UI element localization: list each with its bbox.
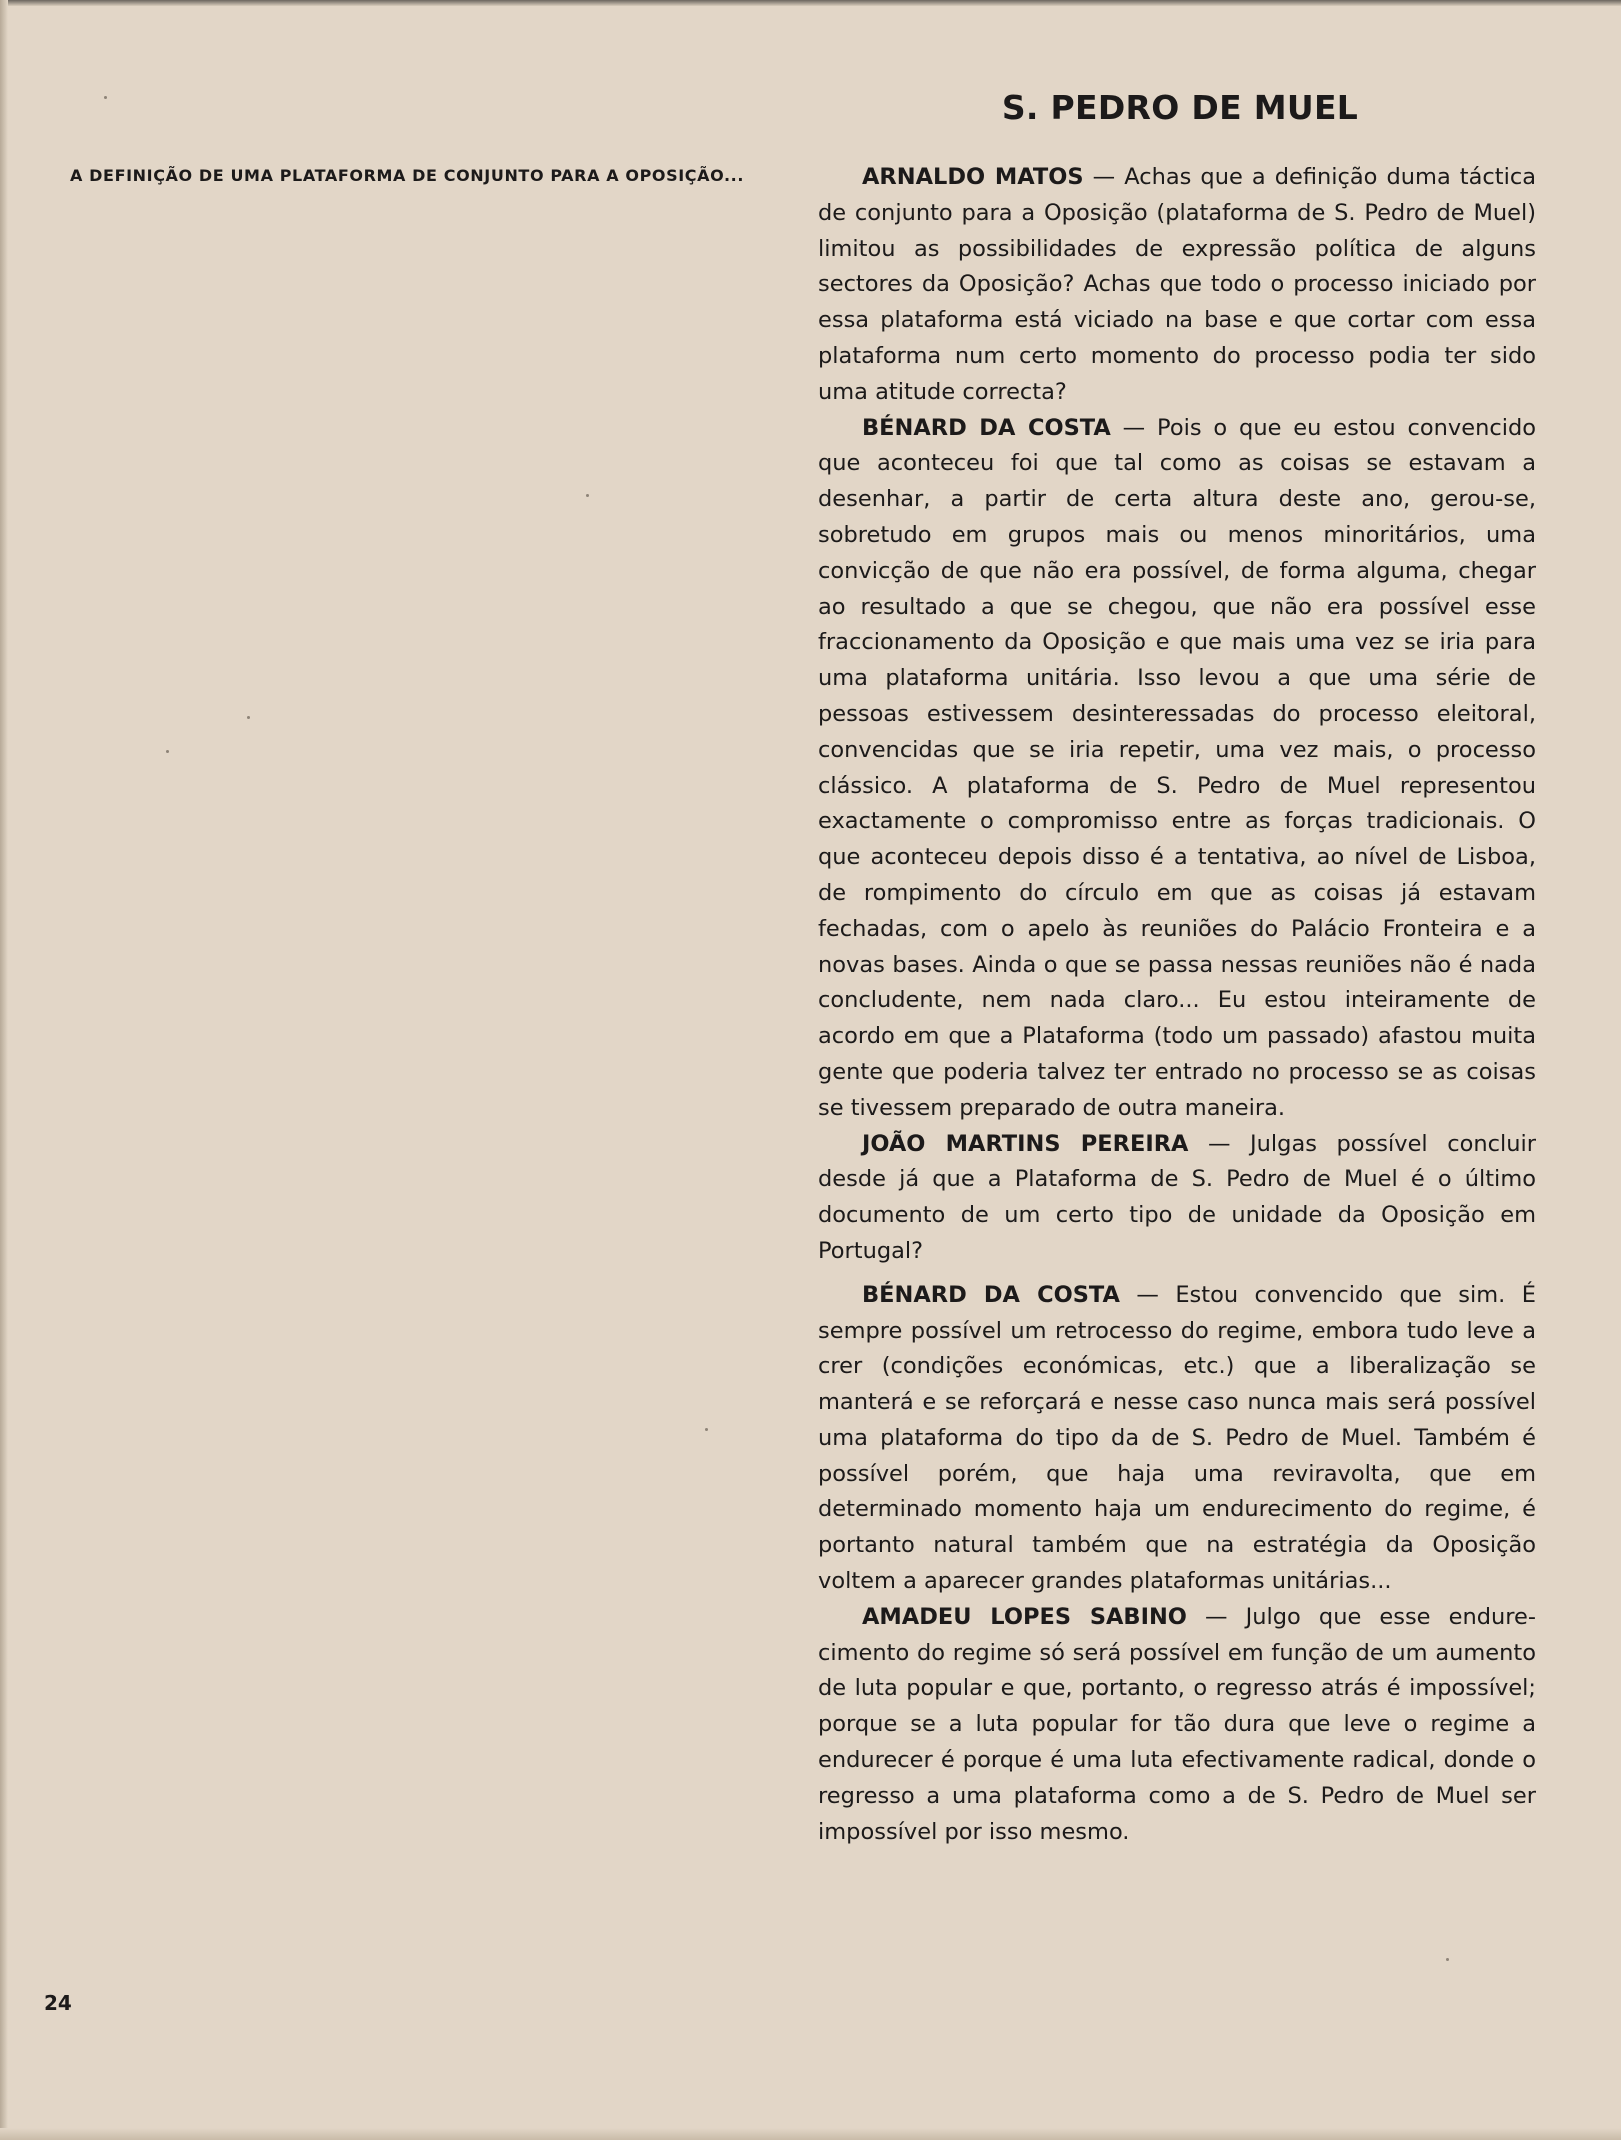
speaker-name: BÉNARD DA COSTA [862, 414, 1111, 441]
speaker-dash: — [1110, 414, 1158, 441]
interview-paragraph-arnaldo-matos [818, 160, 1536, 411]
paper-speck [1446, 1958, 1449, 1961]
paper-speck [247, 716, 250, 719]
paper-speck [705, 1428, 708, 1431]
running-head: A DEFINIÇÃO DE UMA PLATAFORMA DE CONJUNTO PARA A OPOSIÇÃO... [70, 166, 744, 185]
speaker-dash: — [1119, 1281, 1176, 1308]
paragraph-text: Julgo que esse endurecimento do regime só será possível em função de um aumento de luta popular e que, portanto, o regresso atrás é impossível; porque se a luta popular for tão dura que leve o regime a endurecer é porque é uma luta efectivamente radical, donde o regresso a uma plataforma como a de S. Pedro de Muel ser impossível por isso mesmo. [818, 1603, 1536, 1845]
interview-paragraph-joao-martins-pereira [818, 1127, 1536, 1270]
interview-column [818, 160, 1536, 1850]
interview-paragraph-benard-da-costa-2 [818, 1278, 1536, 1600]
section-title: S. PEDRO DE MUEL [1001, 88, 1359, 127]
page-number: 24 [44, 1991, 72, 2015]
paragraph-text: Achas que a definição duma táctica de conjunto para a Oposição (plataforma de S. Pedro de Muel) limitou as possibilidades de expressão política de alguns sectores da Oposição? Achas que todo o processo iniciado por essa plataforma está viciado na base e que cortar com essa plataforma num certo momento do processo podia ter sido uma atitude correcta? [818, 164, 1536, 405]
paper-speck [166, 750, 169, 753]
speaker-dash: — [1186, 1603, 1246, 1630]
speaker-dash: — [1188, 1130, 1251, 1157]
interview-paragraph-benard-da-costa-1 [818, 411, 1536, 1127]
paragraph-text: Pois o que eu estou convencido que aconteceu foi que tal como as coisas se estavam a desenhar, a partir de certa altura deste ano, gerou-se, sobretudo em grupos mais ou menos minoritários, uma convicção de que não era possível, de forma alguma, chegar ao resultado a que se chegou, que não era possível esse fraccionamento da Oposição e que mais uma vez se iria para uma plataforma unitária. Isso levou a que uma série de pessoas estivessem desinteressadas do processo eleitoral, convencidas que se iria repetir, uma vez mais, o processo clássico. A plataforma de S. Pedro de Muel representou exactamente o compromisso entre as forças tradicionais. O que aconteceu depois disso é a tentativa, ao nível de Lisboa, de rompimento do círculo em que as coisas já estavam fechadas, com o apelo às reuniões do Palácio Fronteira e a novas bases. Ainda o que se passa nessas reuniões não é nada concludente, nem nada claro... Eu estou inteiramente de acordo em que a Plataforma (todo um passado) afastou muita gente que poderia talvez ter entrado no processo se as coisas se tivessem preparado de outra maneira. [818, 414, 1537, 1121]
speaker-dash: — [1083, 164, 1125, 190]
paper-speck [104, 96, 107, 99]
interview-paragraph-amadeu-lopes-sabino [818, 1600, 1536, 1851]
page-top-edge [0, 0, 1621, 6]
page-bottom-edge [0, 2128, 1621, 2140]
speaker-name: ARNALDO MATOS [862, 164, 1084, 190]
speaker-name: AMADEU LOPES SABINO [862, 1603, 1187, 1630]
paper-speck [586, 494, 589, 497]
speaker-name: BÉNARD DA COSTA [862, 1281, 1120, 1308]
paragraph-text: Julgas possível concluir desde já que a Plataforma de S. Pedro de Muel é o último documento de um certo tipo de unidade da Oposição em Portugal? [818, 1130, 1536, 1264]
page-left-edge [0, 0, 8, 2140]
speaker-name: JOÃO MARTINS PEREIRA [862, 1130, 1189, 1157]
paragraph-text: Estou convencido que sim. É sempre possível um retrocesso do regime, embora tudo leve a crer (condições económicas, etc.) que a liberalização se manterá e se reforçará e nesse caso nunca mais será possível uma plataforma do tipo da de S. Pedro de Muel. Também é possível porém, que haja uma reviravolta, que em determinado momento haja um endurecimento do regime, é portanto natural também que na estratégia da Oposição voltem a aparecer grandes plataformas unitárias... [818, 1281, 1536, 1595]
